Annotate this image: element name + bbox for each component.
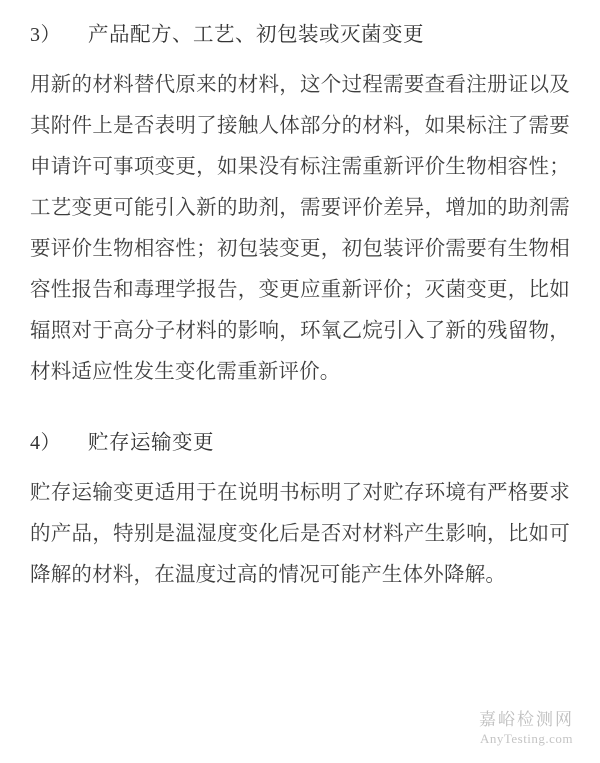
section-spacer (30, 412, 570, 426)
section-number-4: 4） (30, 432, 61, 454)
section-number-3: 3） (30, 24, 61, 46)
section-title-3: 产品配方、工艺、初包装或灭菌变更 (88, 23, 424, 46)
section-body-4: 贮存运输变更适用于在说明书标明了对贮存环境有严格要求的产品，特别是温湿度变化后是否对材料产生影响，比如可降解的材料，在温度过高的情况可能产生体外降解。 (30, 481, 570, 586)
section-body-3: 用新的材料替代原来的材料，这个过程需要查看注册证以及其附件上是否表明了接触人体部分的材料，如果标注了需要申请许可事项变更，如果没有标注需重新评价生物相容性；工艺变更可能引入新的助剂，需要评价差异，增加的助剂需要评价生物相容性；初包装变更，初包装评价需要有生物相容性报告和毒理学报告，变更应重新评价；灭菌变更，比如辐照对于高分子材料的影响，环氧乙烷引入了新的残留物，材料适应性发生变化需重新评价。 (30, 73, 570, 383)
section-heading-4 (30, 426, 570, 460)
watermark (479, 709, 574, 747)
section-title-4: 贮存运输变更 (88, 431, 214, 454)
section-heading-3 (30, 18, 570, 52)
watermark-english: AnyTesting.com (479, 731, 574, 746)
watermark-chinese: 嘉峪检测网 (479, 710, 574, 729)
